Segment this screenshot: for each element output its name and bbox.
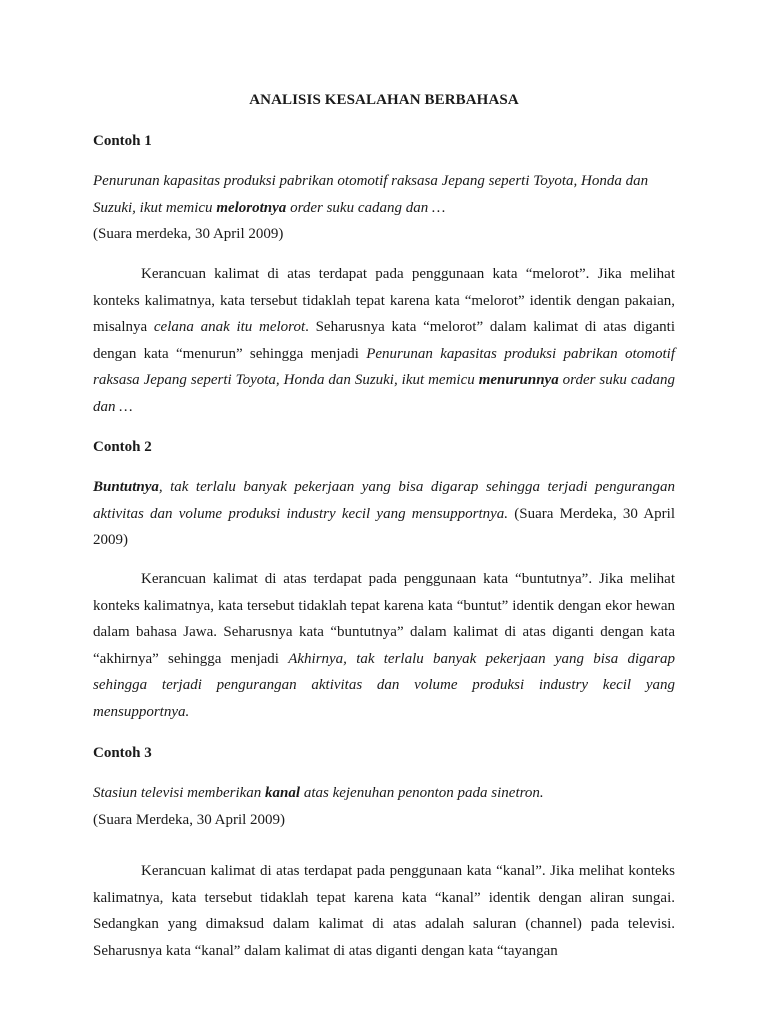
example-1-analysis — [93, 261, 675, 421]
example-3-heading: Contoh 3 — [93, 745, 152, 761]
example-1-analysis-text: Kerancuan kalimat di atas terdapat pada penggunaan kata “melorot”. Jika melihat konteks kalimatnya, kata tersebut tidaklah tepat karena kata “melorot” identik dengan pakaian, misalnya — [93, 266, 675, 336]
example-1-analysis-example: celana anak itu melorot — [153, 319, 306, 336]
example-3-quote — [93, 780, 675, 833]
example-2-quote-bold: Buntutnya — [93, 479, 159, 495]
example-2-analysis — [93, 566, 675, 726]
example-1-quote-end: order suku cadang dan … — [286, 199, 446, 216]
example-2-source: (Suara Merdeka, 30 April 2009) — [93, 505, 675, 549]
example-1-quote — [93, 168, 675, 248]
example-3-quote-text: Stasiun televisi memberikan — [93, 785, 266, 801]
example-1-source: (Suara merdeka, 30 April 2009) — [93, 226, 284, 243]
example-1-correction-end: order suku cadang dan … — [93, 372, 675, 415]
example-2-correction: Akhirnya, tak terlalu banyak pekerjaan yang bisa digarap sehingga terjadi pengurangan aktivitas dan volume produksi industry kecil yang mensupportnya. — [93, 650, 675, 720]
example-2-quote-text: , tak terlalu banyak pekerjaan yang bisa digarap sehingga terjadi pengurangan aktivitas dan volume produksi industry kecil yang mensupportnya. — [93, 479, 675, 522]
example-2-heading: Contoh 2 — [93, 439, 152, 455]
example-3-analysis — [93, 858, 675, 964]
example-1-heading: Contoh 1 — [93, 133, 152, 149]
example-3-source: (Suara Merdeka, 30 April 2009) — [93, 811, 286, 828]
example-1-correction-bold: menurunnya — [478, 372, 559, 389]
example-3-quote-end: atas kejenuhan penonton pada sinetron. — [300, 785, 544, 801]
example-1-analysis-text-2: . Seharusnya kata “melorot” dalam kalimat di atas diganti dengan kata “menurun” sehingga menjadi — [93, 319, 675, 362]
example-1-quote-bold: melorotnya — [216, 199, 287, 216]
example-1-correction: Penurunan kapasitas produksi pabrikan otomotif raksasa Jepang seperti Toyota, Honda dan Suzuki, ikut memicu — [93, 345, 675, 389]
example-2-analysis-text: Kerancuan kalimat di atas terdapat pada penggunaan kata “buntutnya”. Jika melihat konteks kalimatnya, kata tersebut tidaklah tepat karena kata “buntut” identik dengan ekor hewan dalam bahasa Jawa. Seharusnya kata “buntutnya” dalam kalimat di atas diganti dengan kata “akhirnya” sehingga menjadi — [93, 571, 675, 667]
document-title: ANALISIS KESALAHAN BERBAHASA — [249, 92, 519, 108]
example-3-analysis-text: Kerancuan kalimat di atas terdapat pada penggunaan kata “kanal”. Jika melihat konteks kalimatnya, kata tersebut tidaklah tepat karena kata “kanal” identik dengan aliran sungai. Sedangkan yang dimaksud dalam kalimat di atas adalah saluran (channel) pada televisi. Seharusnya kata “kanal” dalam kalimat di atas diganti dengan kata “tayangan — [93, 863, 675, 959]
example-3-quote-bold: kanal — [265, 785, 301, 801]
example-1-quote-text: Penurunan kapasitas produksi pabrikan otomotif raksasa Jepang seperti Toyota, Honda dan Suzuki, ikut memicu — [93, 173, 649, 216]
example-2-quote — [93, 474, 675, 554]
